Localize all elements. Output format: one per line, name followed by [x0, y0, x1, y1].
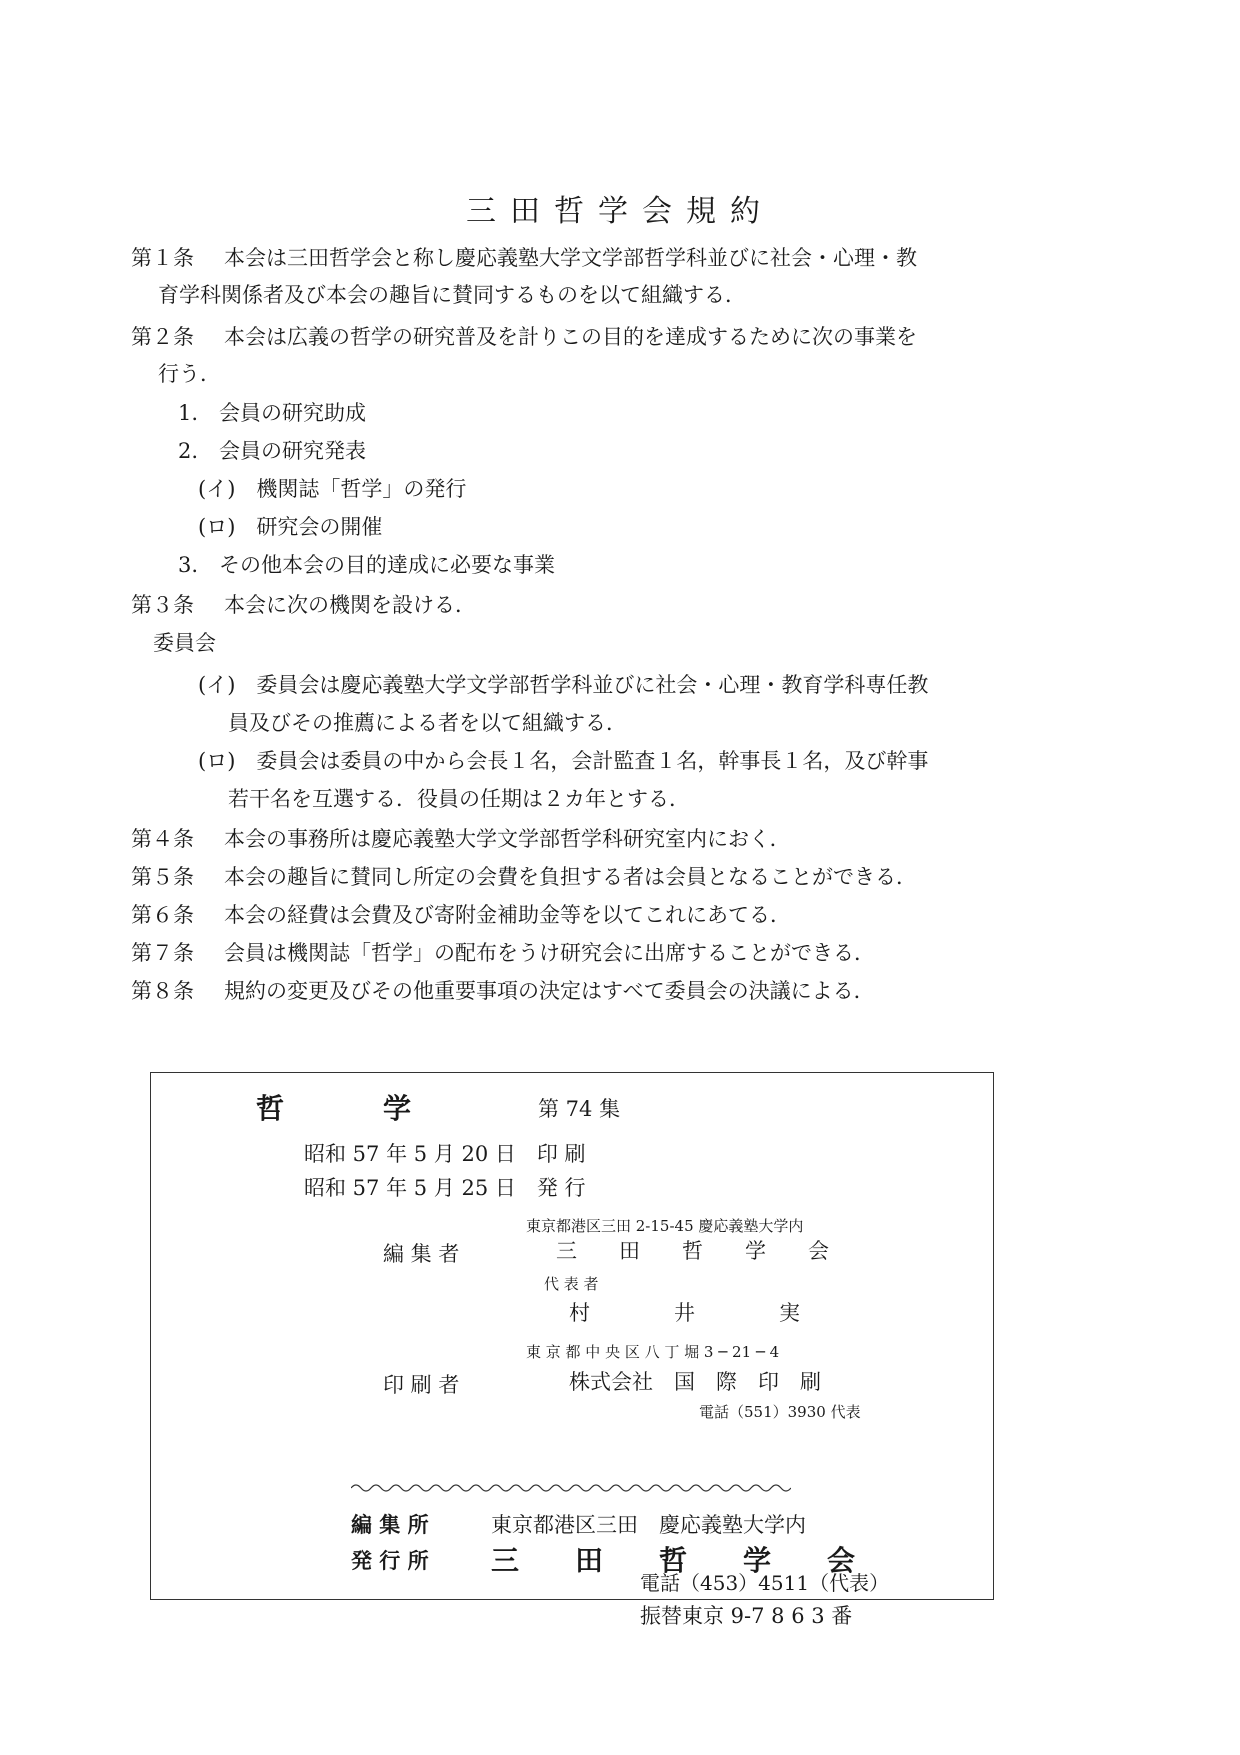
article-6	[131, 899, 791, 929]
article-7-number: 第７条	[131, 941, 194, 965]
representative-name: 村 井 実	[569, 1301, 800, 1325]
article-2-item-2: 2. 会員の研究発表	[178, 439, 367, 463]
committee-clause-1-cont: 員及びその推薦による者を以て組織する．	[228, 711, 627, 735]
article-7	[131, 937, 875, 967]
article-8	[131, 975, 875, 1005]
journal-title-char-1: 哲	[256, 1092, 285, 1125]
article-2-number: 第２条	[131, 325, 194, 349]
article-7-text: 会員は機関誌「哲学」の配布をうけ研究会に出席することができる．	[224, 941, 875, 965]
article-6-number: 第６条	[131, 903, 194, 927]
publisher-phone: 電話（453）4511（代表）	[640, 1571, 890, 1595]
editorial-office-address: 東京都港区三田 慶応義塾大学内	[491, 1513, 806, 1537]
page-title: 三田哲学会規約	[466, 194, 774, 229]
article-1	[131, 242, 917, 272]
article-2-text: 本会は広義の哲学の研究普及を計りこの目的を達成するために次の事業を	[224, 325, 917, 349]
committee-clause-2: (ロ) 委員会は委員の中から会長１名，会計監査１名，幹事長１名，及び幹事	[198, 749, 929, 773]
print-date: 昭和 57 年 5 月 20 日 印 刷	[304, 1142, 586, 1166]
article-2-continuation: 行う．	[158, 362, 221, 386]
article-1-number: 第１条	[131, 246, 194, 270]
issue-date: 昭和 57 年 5 月 25 日 発 行	[304, 1176, 586, 1200]
editor-label: 編 集 者	[383, 1242, 460, 1266]
wavy-divider	[351, 1481, 791, 1495]
article-2-item-1: 1. 会員の研究助成	[178, 401, 367, 425]
committee-clause-2-cont: 若干名を互選する．役員の任期は２カ年とする．	[228, 787, 690, 811]
committee-heading: 委員会	[153, 631, 216, 655]
article-1-text: 本会は三田哲学会と称し慶応義塾大学文学部哲学科並びに社会・心理・教	[224, 246, 917, 270]
article-6-text: 本会の経費は会費及び寄附金補助金等を以てこれにあてる．	[224, 903, 791, 927]
article-4-number: 第４条	[131, 827, 194, 851]
article-2	[131, 321, 917, 351]
article-4-text: 本会の事務所は慶応義塾大学文学部哲学科研究室内におく．	[224, 827, 791, 851]
journal-title-char-2: 学	[383, 1092, 412, 1125]
editor-address: 東京都港区三田 2-15-45 慶応義塾大学内	[526, 1217, 804, 1235]
committee-clause-1: (イ) 委員会は慶応義塾大学文学部哲学科並びに社会・心理・教育学科専任教	[198, 673, 929, 697]
article-4	[131, 823, 791, 853]
article-2-subitem-a: (イ) 機関誌「哲学」の発行	[198, 477, 467, 501]
article-8-number: 第８条	[131, 979, 194, 1003]
publisher-label: 発 行 所	[351, 1548, 429, 1573]
article-8-text: 規約の変更及びその他重要事項の決定はすべて委員会の決議による．	[224, 979, 875, 1003]
volume-number: 第 74 集	[538, 1097, 621, 1121]
printer-phone: 電話（551）3930 代表	[699, 1403, 861, 1421]
article-5-number: 第５条	[131, 865, 194, 889]
editorial-office-label: 編 集 所	[351, 1512, 429, 1537]
postal-transfer-account: 振替東京 9-7 8 6 3 番	[640, 1604, 853, 1628]
article-2-subitem-b: (ロ) 研究会の開催	[198, 515, 383, 539]
article-1-continuation: 育学科関係者及び本会の趣旨に賛同するものを以て組織する．	[158, 283, 746, 307]
publisher-name: 三 田 哲 学 会	[491, 1544, 856, 1577]
representative-label: 代 表 者	[544, 1275, 599, 1293]
editor-name: 三 田 哲 学 会	[556, 1239, 829, 1263]
article-3	[131, 589, 476, 619]
printer-label: 印 刷 者	[383, 1373, 460, 1397]
printer-name: 株式会社 国 際 印 刷	[569, 1370, 821, 1394]
article-3-number: 第３条	[131, 593, 194, 617]
colophon-box	[150, 1072, 994, 1600]
printer-address: 東 京 都 中 央 区 八 丁 堀 3 ─ 21 ─ 4	[526, 1343, 780, 1361]
article-5	[131, 861, 917, 891]
article-5-text: 本会の趣旨に賛同し所定の会費を負担する者は会員となることができる．	[224, 865, 917, 889]
article-3-text: 本会に次の機関を設ける．	[224, 593, 476, 617]
article-2-item-3: 3. その他本会の目的達成に必要な事業	[178, 553, 556, 577]
